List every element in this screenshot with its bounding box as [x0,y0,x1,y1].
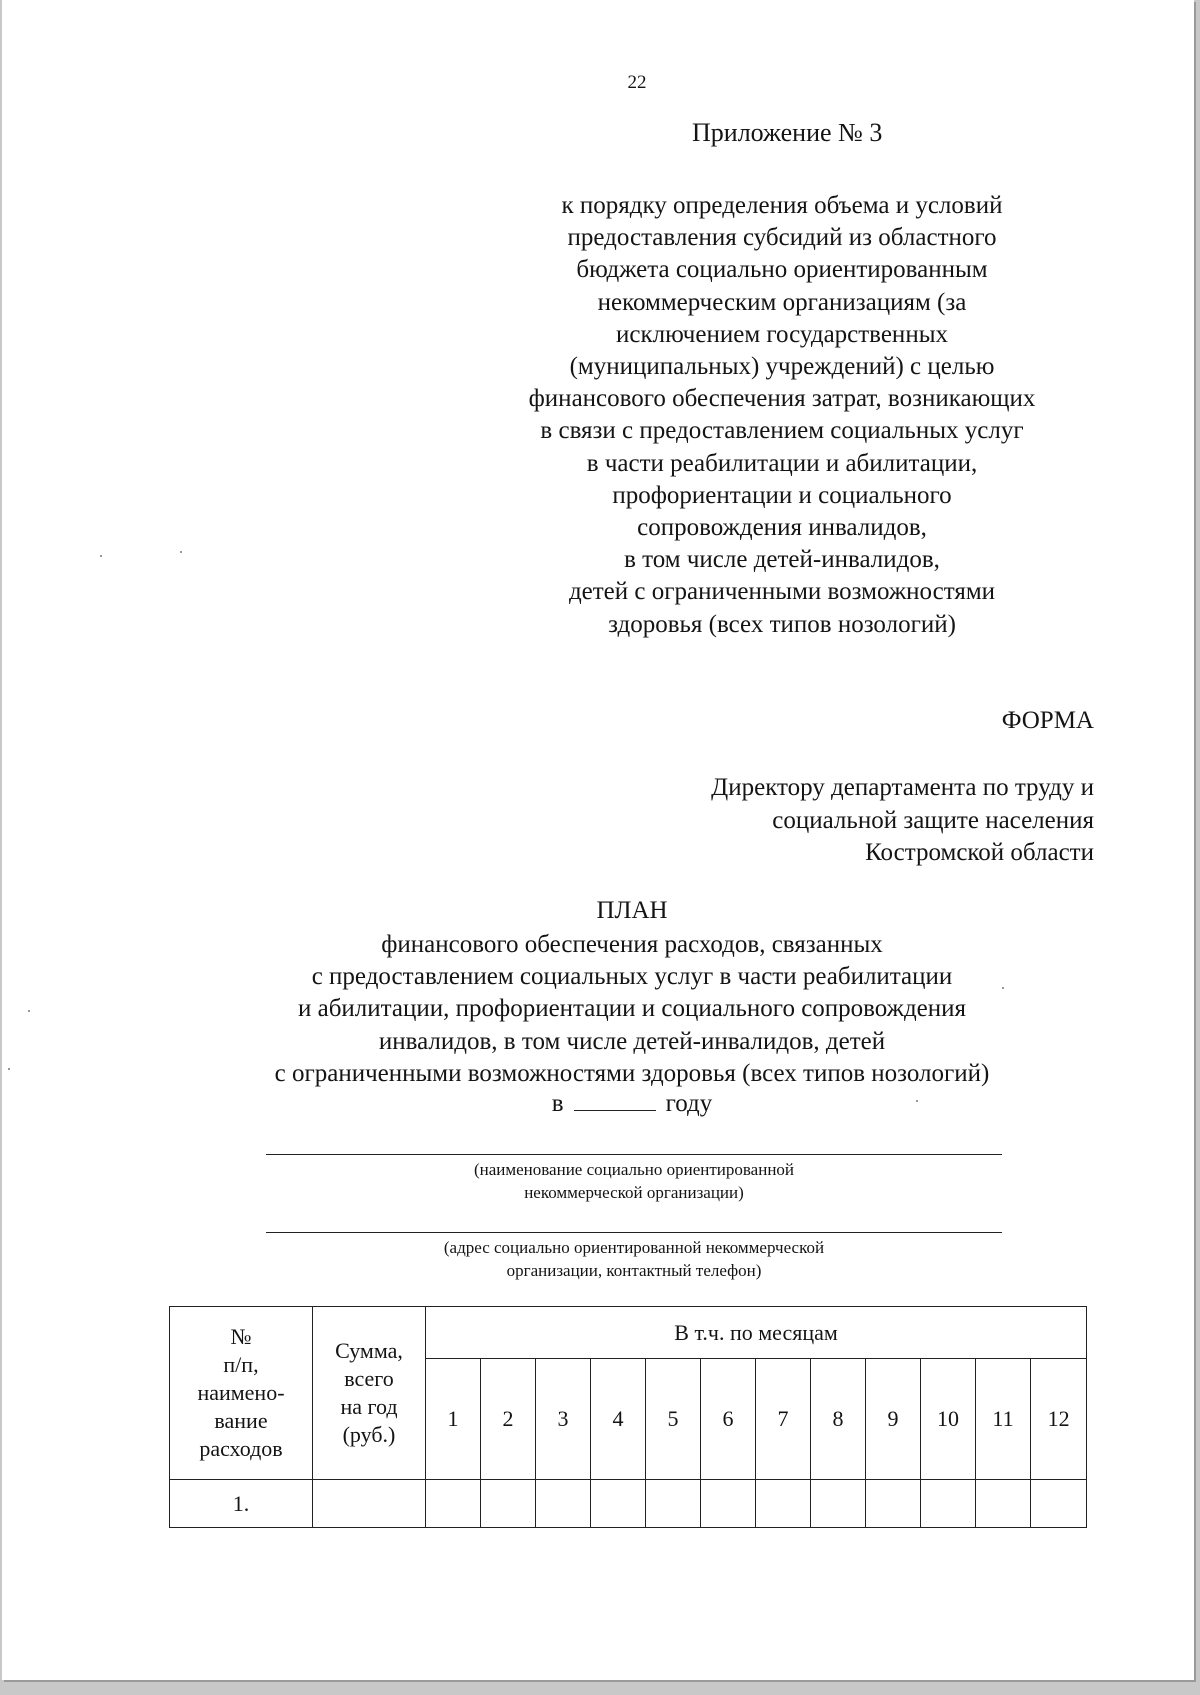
plan-year-line [152,1090,1112,1118]
caption-line: (адрес социально ориентированной некоммерческой [443,1238,825,1257]
header-line: (руб.) [342,1422,396,1447]
reference-line: детей с ограниченными возможностями [568,578,996,606]
year-prefix: в [551,1090,564,1117]
document-page [2,0,1194,1680]
reference-line: (муниципальных) учреждений) с целью [569,353,995,381]
subtitle-line: с предоставлением социальных услуг в части реабилитации [311,963,953,991]
row-month-cell [756,1480,811,1528]
header-month: 12 [1031,1359,1087,1480]
caption-line: (наименование социально ориентированной [473,1160,795,1179]
org-name-line[interactable] [266,1154,1002,1155]
appendix-heading: Приложение № 3 [692,118,883,147]
addressee-line: Костромской области [865,839,1094,866]
page-number: 22 [627,72,647,93]
reference-line: в связи с предоставлением социальных услуг [540,417,1024,445]
reference-line: предоставления субсидий из областного [567,224,997,252]
reference-line: здоровья (всех типов нозологий) [608,610,956,638]
header-month: 9 [866,1359,921,1480]
header-line: всего [344,1366,394,1391]
plan-subtitle [152,929,1112,1090]
header-line: расходов [199,1436,283,1461]
header-month: 4 [591,1359,646,1480]
caption-line: организации, контактный телефон) [506,1261,762,1280]
org-name-caption [266,1158,1002,1204]
reference-line: в том числе детей-инвалидов, [624,546,940,574]
header-month: 3 [536,1359,591,1480]
scan-speck [916,1100,918,1102]
reference-line: профориентации и социального [612,481,952,509]
header-annual-sum [313,1307,426,1480]
header-month: 1 [426,1359,481,1480]
table-row [170,1480,1087,1528]
row-month-cell [701,1480,756,1528]
header-month: 7 [756,1359,811,1480]
reference-line: сопровождения инвалидов, [637,514,927,542]
row-month-cell [811,1480,866,1528]
subtitle-line: инвалидов, в том числе детей-инвалидов, детей [378,1027,886,1055]
row-month-cell [921,1480,976,1528]
header-month: 11 [976,1359,1031,1480]
year-blank-field[interactable] [574,1090,656,1111]
reference-line: исключением государственных [615,320,948,348]
row-month-cell [536,1480,591,1528]
row-month-cell [1031,1480,1087,1528]
row-month-cell [866,1480,921,1528]
header-month: 5 [646,1359,701,1480]
row-month-cell [481,1480,536,1528]
reference-line: бюджета социально ориентированным [576,256,988,284]
scan-speck [8,1068,10,1070]
reference-line: финансового обеспечения затрат, возникающих [528,385,1036,413]
form-label: ФОРМА [1001,707,1094,734]
header-line: наимено- [197,1380,285,1405]
subtitle-line: с ограниченными возможностями здоровья (всех типов нозологий) [274,1059,990,1087]
header-month: 10 [921,1359,976,1480]
header-month: 6 [701,1359,756,1480]
row-month-cell [646,1480,701,1528]
scan-speck [28,1010,30,1012]
subtitle-line: и абилитации, профориентации и социального сопровождения [297,995,967,1023]
year-suffix: году [665,1090,713,1117]
subtitle-line: финансового обеспечения расходов, связанных [381,931,883,958]
header-item-name [170,1307,313,1480]
row-item-number: 1. [170,1480,313,1528]
header-line: вание [214,1408,268,1433]
addressee-line: социальной защите населения [772,806,1094,834]
row-month-cell [976,1480,1031,1528]
scan-speck [1002,987,1004,989]
row-month-cell [426,1480,481,1528]
header-line: п/п, [223,1352,259,1377]
row-month-cell [591,1480,646,1528]
appendix-reference-text [482,190,1082,641]
scan-speck [180,551,182,553]
header-by-months: В т.ч. по месяцам [426,1307,1087,1359]
plan-title: ПЛАН [596,897,668,924]
expense-plan-table [169,1306,1087,1528]
addressee-block [602,772,1094,870]
reference-line: некоммерческим организациям (за [597,288,967,316]
addressee-line: Директору департамента по труду и [711,774,1094,801]
reference-line: к порядку определения объема и условий [561,192,1003,219]
scan-speck [100,555,102,557]
reference-line: в части реабилитации и абилитации, [586,449,978,477]
header-line: на год [340,1394,398,1419]
row-annual-sum-cell [313,1480,426,1528]
org-address-line[interactable] [266,1232,1002,1233]
header-month: 8 [811,1359,866,1480]
caption-line: некоммерческой организации) [524,1183,744,1202]
header-month: 2 [481,1359,536,1480]
table-header-row [170,1307,1087,1359]
header-line: Сумма, [335,1338,403,1363]
org-address-caption [266,1236,1002,1282]
header-line: № [230,1324,252,1349]
